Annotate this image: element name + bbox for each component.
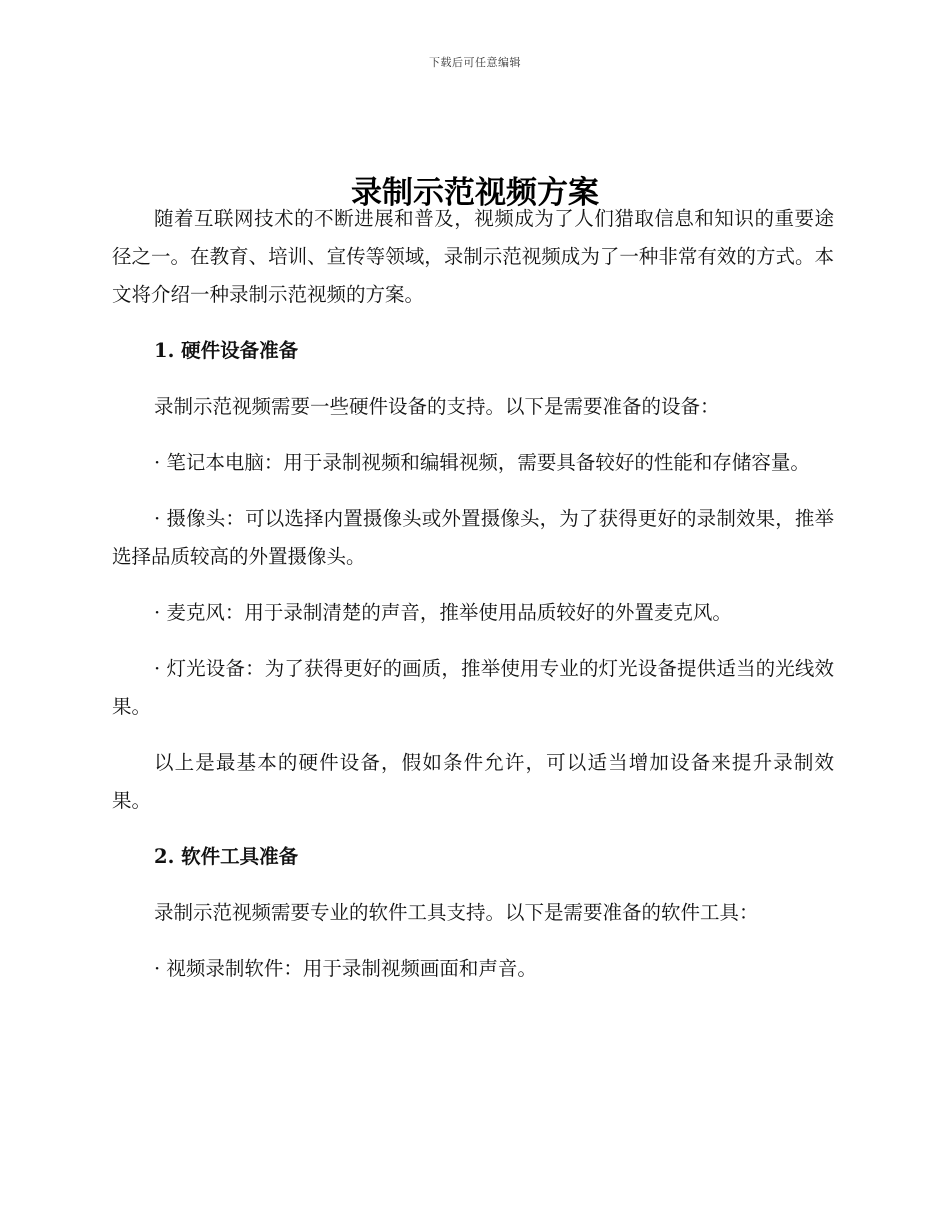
page-header-note: 下载后可任意编辑 [429, 56, 521, 69]
document-title: 录制示范视频方案 [351, 174, 599, 211]
hardware-item-lighting: · 灯光设备：为了获得更好的画质，推举使用专业的灯光设备提供适当的光线效果。 [112, 657, 834, 718]
section-heading-hardware: 1. 硬件设备准备 [154, 339, 299, 362]
intro-paragraph: 随着互联网技术的不断进展和普及，视频成为了人们猎取信息和知识的重要途径之一。在教育、培训、宣传等领域，录制示范视频成为了一种非常有效的方式。本文将介绍一种录制示范视频的方案。 [112, 207, 834, 306]
document-body [112, 200, 834, 988]
hardware-lead-paragraph: 录制示范视频需要一些硬件设备的支持。以下是需要准备的设备： [154, 395, 720, 418]
software-item-recorder: · 视频录制软件：用于录制视频画面和声音。 [154, 957, 537, 980]
hardware-summary-paragraph: 以上是最基本的硬件设备，假如条件允许，可以适当增加设备来提升录制效果。 [112, 751, 834, 812]
section-heading-software: 2. 软件工具准备 [154, 845, 299, 868]
hardware-item-laptop: · 笔记本电脑：用于录制视频和编辑视频，需要具备较好的性能和存储容量。 [154, 451, 810, 474]
hardware-item-microphone: · 麦克风：用于录制清楚的声音，推举使用品质较好的外置麦克风。 [154, 601, 732, 624]
software-lead-paragraph: 录制示范视频需要专业的软件工具支持。以下是需要准备的软件工具： [154, 901, 759, 924]
hardware-item-camera: · 摄像头：可以选择内置摄像头或外置摄像头，为了获得更好的录制效果，推举选择品质较高的外置摄像头。 [112, 507, 834, 568]
